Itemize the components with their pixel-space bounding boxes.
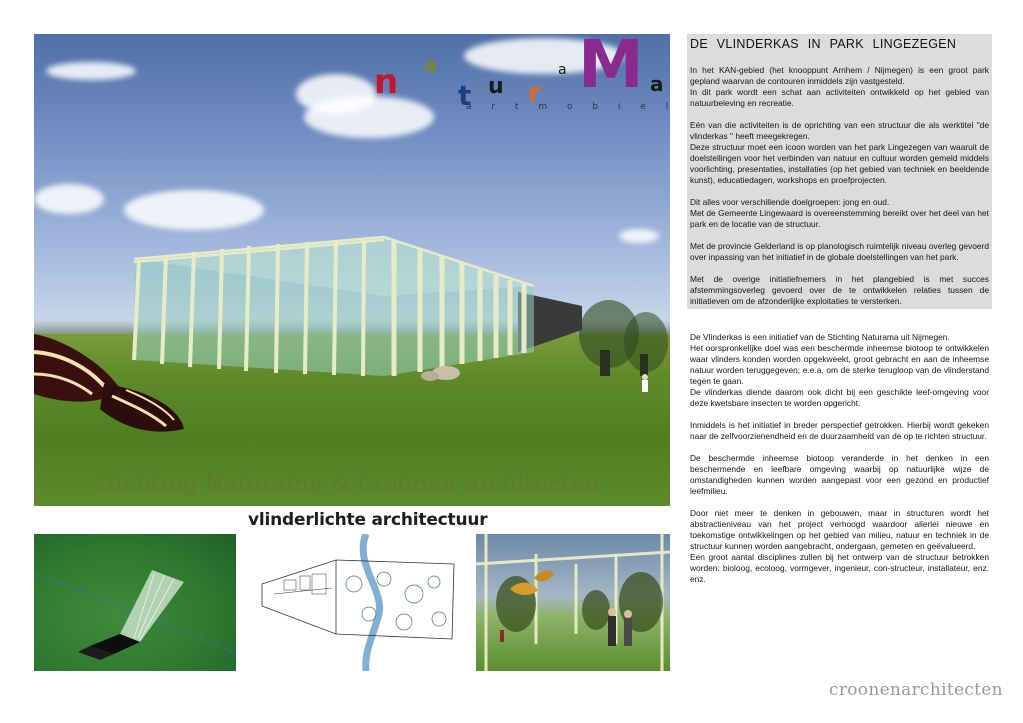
logo-letter: a — [424, 54, 437, 76]
paragraph-line: Met de Gemeente Lingewaard is overeenstemming bereikt over het deel van het park en de locatie van de structuur. — [690, 208, 989, 229]
logo-letter: a — [650, 72, 664, 96]
paragraph-line: Het oorspronkelijke doel was een beschermde inheemse biotoop te ontwikkelen waar vlinders konden worden opgekweekt, groot gebracht en aan de inheemse natuur worden teruggegeven; e.e.a. om de sterke terugloop van de vlinderstand tegen te gaan. — [690, 343, 989, 386]
paragraph-line: De Vlinderkas is een initiatief van de Stichting Naturama uit Nijmegen. — [690, 332, 950, 342]
hero-watermark: stichting Naturama & Croonen architecten — [94, 472, 601, 497]
paragraph-line: Eén van die activiteiten is de oprichting van een structuur die als werktitel "de vlinderkas " heeft meegekregen. — [690, 120, 989, 141]
paragraph-line: De vlinderkas diende daarom ook dicht bij een geschikte leef-omgeving voor deze kwetsbare insecten te worden opgericht. — [690, 387, 989, 408]
paragraph — [690, 120, 989, 186]
architect-signature: croonenarchitecten — [829, 680, 1003, 700]
logo-letter: M — [578, 34, 644, 103]
hero-render-image — [34, 34, 670, 506]
logo-letter: r — [528, 78, 541, 108]
logo-letter: t — [458, 79, 472, 112]
paragraph-line: In het KAN-gebied (het knooppunt Arnhem / Nijmegen) is een groot park gepland waarvan de contouren inmiddels zijn vastgesteld. — [690, 65, 989, 86]
paragraph — [690, 332, 989, 409]
paragraph-line: Met de provincie Gelderland is op planologisch ruimtelijk niveau overleg gevoerd over inpassing van het initiatief in de globale doelstellingen van het park. — [690, 241, 989, 262]
thumbnail-aerial-render — [34, 534, 236, 671]
naturama-logo — [374, 34, 670, 154]
article-column — [687, 34, 992, 587]
subtitle: vlinderlichte architectuur — [248, 510, 488, 530]
logo-letter: a — [558, 62, 567, 78]
paragraph — [690, 508, 989, 585]
paragraph — [690, 241, 989, 263]
logo-letter: u — [488, 74, 504, 99]
thumbnail-interior-render — [476, 534, 670, 671]
paragraph-line: Dit alles voor verschillende doelgroepen: jong en oud. — [690, 197, 890, 207]
paragraph — [690, 197, 989, 230]
paragraph — [690, 274, 989, 307]
intro-panel — [687, 34, 992, 309]
paragraph-line: Deze structuur moet een icoon worden van het park Lingezegen van waaruit de doelstellingen voor het verbinden van natuur en cultuur worden gemeld middels voorlichting, presentaties, installaties (op het gebied van techniek en beeldende kunst), educatiedagen, workshops en proefprojecten. — [690, 142, 989, 185]
paragraph — [690, 453, 989, 497]
paragraph — [690, 65, 989, 109]
paragraph-line: Door niet meer te denken in gebouwen, maar in structuren wordt het abstractieniveau van het project verhoogd waardoor allerlei nieuwe en toekomstige ontwikkelingen op het gebied van milieu, natuur en techniek in de structuur kunnen worden aangebracht, ondergaan, gemeten en geëvalueerd. — [690, 508, 989, 551]
paragraph — [690, 420, 989, 442]
paragraph-line: De beschermde inheemse biotoop veranderde in het denken in een beschermende en leefbare omgeving waarbij op natuurlijke wijze de omstandigheden kunnen worden aangepast voor een gezond en productief leefmilieu. — [690, 453, 989, 496]
article-title: DE VLINDERKAS IN PARK LINGEZEGEN — [690, 37, 957, 51]
logo-letter: n — [374, 62, 399, 102]
body-panel — [687, 329, 992, 587]
thumbnail-site-plan — [254, 534, 464, 671]
paragraph-line: In dit park wordt een schat aan activiteiten ontwikkeld op het gebied van natuurbeleving en recreatie. — [690, 87, 989, 108]
paragraph-line: Met de overige initiatiefnemers in het plangebied is met succes afstemmingsoverleg gevoerd over de te ontwikkelen relaties tussen de initiatieven om de afzonderlijke exploitaties te versterken. — [690, 274, 989, 306]
logo-subline: a r t m o b i e l — [466, 102, 669, 112]
paragraph-line: Een groot aantal disciplines zullen bij het ontwerp van de structuur betrokken worden: bioloog, ecoloog, vormgever, ingenieur, con-structeur, installateur, enz. enz. — [690, 552, 989, 584]
paragraph-line: Inmiddels is het initiatief in breder perspectief getrokken. Hierbij wordt gekeken naar de zelfvoorzienendheid en de duurzaamheid van de op te richten structuur. — [690, 420, 989, 441]
